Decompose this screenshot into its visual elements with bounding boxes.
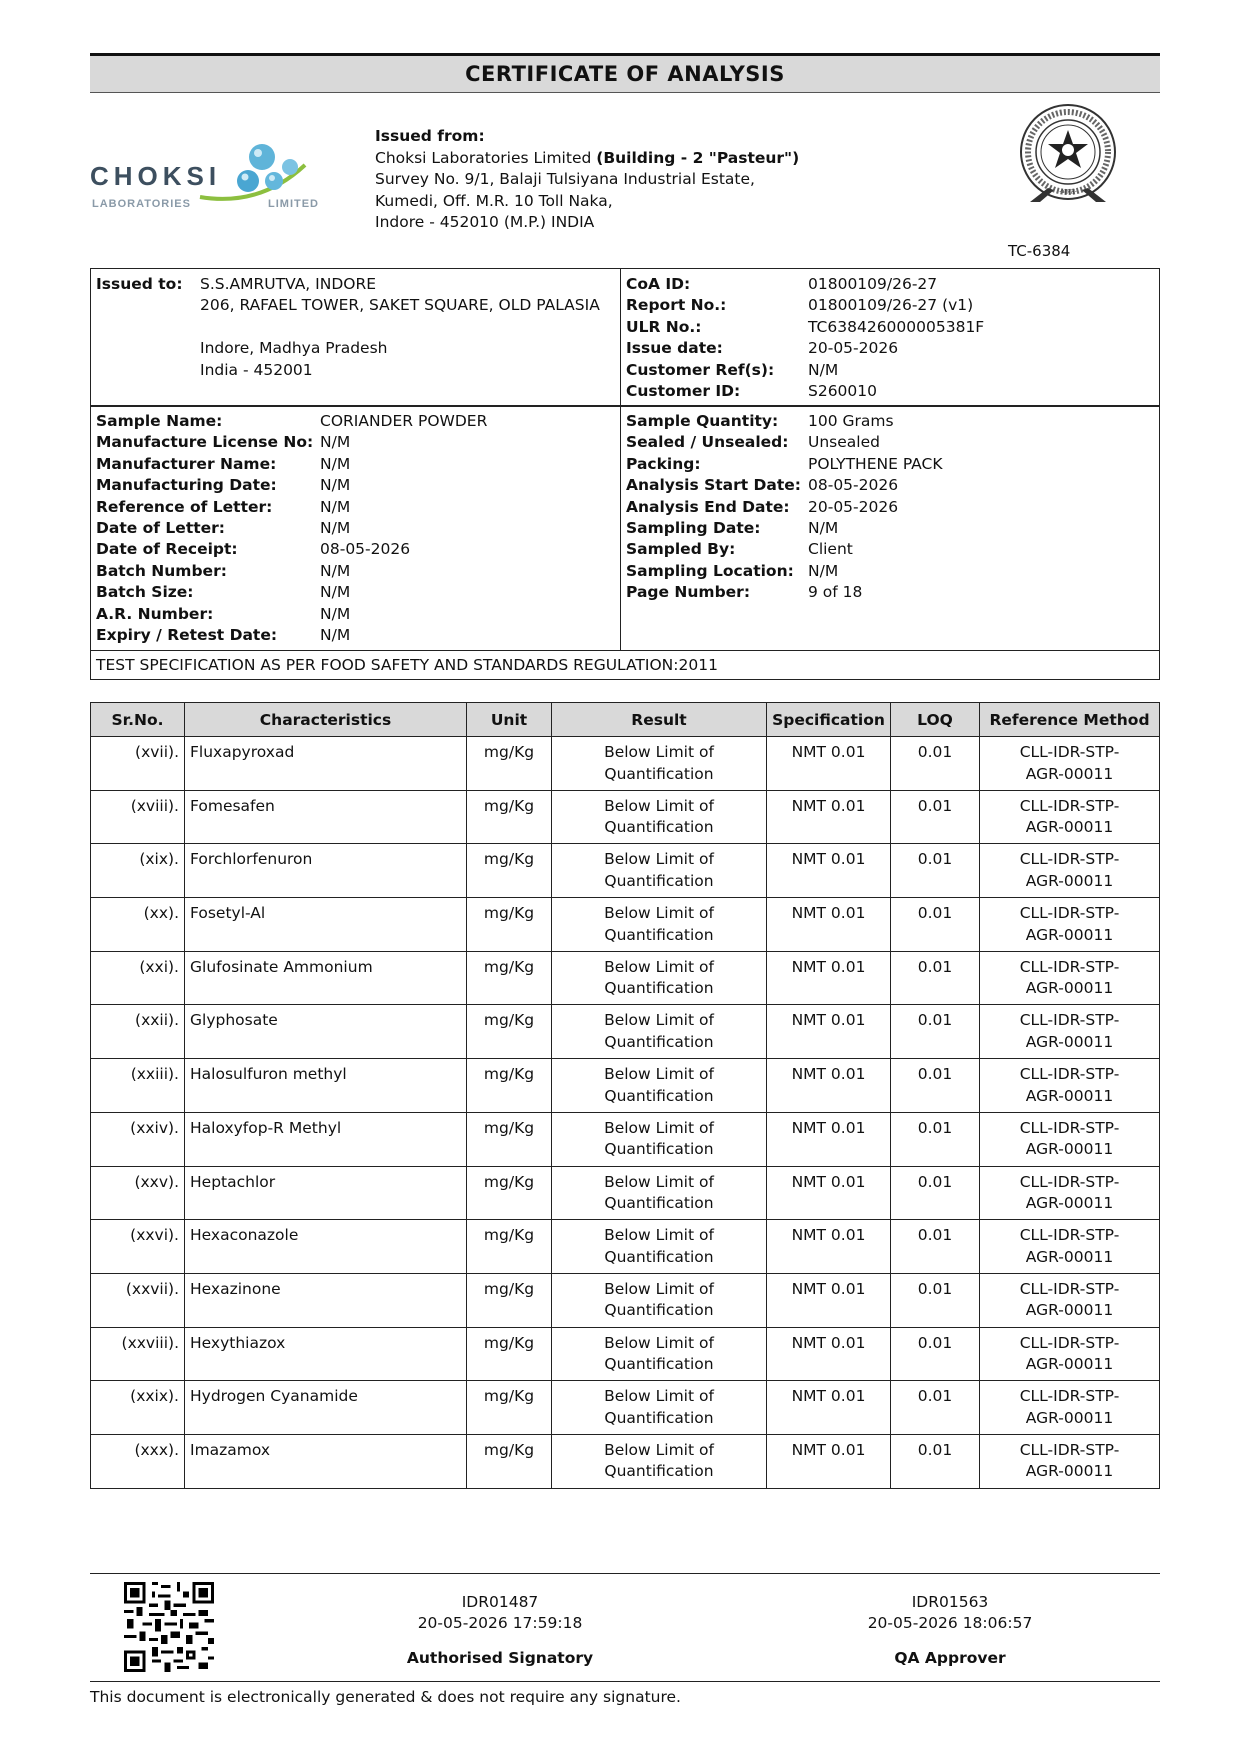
characteristic-cell: Hexaconazole <box>185 1220 467 1274</box>
method-line1: CLL-IDR-STP- <box>1019 1387 1120 1406</box>
footer-top-rule <box>90 1573 1160 1574</box>
field-value: N/M <box>320 604 351 623</box>
field-value: N/M <box>808 360 839 379</box>
result-cell <box>552 1381 767 1435</box>
field-label: ULR No.: <box>626 317 702 336</box>
issued-from-heading: Issued from: <box>375 127 485 145</box>
accreditation-code: TC-6384 <box>1008 242 1071 260</box>
table-row <box>91 951 1160 1005</box>
signatory-role: Authorised Signatory <box>406 1649 594 1667</box>
result-cell <box>552 1434 767 1488</box>
unit-cell: mg/Kg <box>467 1059 552 1113</box>
result-line1: Below Limit of <box>604 904 714 923</box>
result-line1: Below Limit of <box>604 1279 714 1298</box>
method-line2: AGR-00011 <box>1025 1247 1114 1266</box>
characteristic-cell: Hexythiazox <box>185 1327 467 1381</box>
unit-cell: mg/Kg <box>467 1273 552 1327</box>
result-line2: Quantification <box>604 1194 714 1212</box>
result-cell <box>552 951 767 1005</box>
result-line1: Below Limit of <box>604 1011 714 1030</box>
specification-cell: NMT 0.01 <box>767 1005 891 1059</box>
field-label: CoA ID: <box>626 275 691 293</box>
sr-no-cell: (xxvi). <box>91 1220 185 1274</box>
specification-cell: NMT 0.01 <box>767 1220 891 1274</box>
result-cell <box>552 1327 767 1381</box>
result-line2: Quantification <box>604 818 714 837</box>
unit-cell: mg/Kg <box>467 1381 552 1435</box>
method-cell <box>980 844 1160 898</box>
specification-cell: NMT 0.01 <box>767 844 891 898</box>
logo-sub-right: LIMITED <box>268 198 319 210</box>
sr-no-cell: (xxiii). <box>91 1059 185 1113</box>
loq-cell: 0.01 <box>891 790 980 844</box>
sample-details-table <box>90 405 1160 680</box>
signatory-id: IDR01487 <box>461 1593 539 1611</box>
field-label: Analysis Start Date: <box>626 476 801 495</box>
col-result: Result <box>552 703 767 737</box>
table-row <box>91 1059 1160 1113</box>
method-line1: CLL-IDR-STP- <box>1019 1226 1120 1245</box>
col-loq: LOQ <box>891 703 980 737</box>
field-label: Expiry / Retest Date: <box>96 626 278 645</box>
field-label: Sampling Location: <box>626 561 794 580</box>
method-line2: AGR-00011 <box>1025 1032 1114 1051</box>
loq-cell: 0.01 <box>891 1327 980 1381</box>
field-value: 01800109/26-27 <box>808 275 938 293</box>
method-cell <box>980 898 1160 952</box>
method-line1: CLL-IDR-STP- <box>1019 850 1120 869</box>
result-line2: Quantification <box>604 1462 714 1481</box>
sample-right-grid <box>626 411 1154 604</box>
method-line2: AGR-00011 <box>1025 925 1114 944</box>
signatory-qa <box>820 1592 1080 1669</box>
sr-no-cell: (xxviii). <box>91 1327 185 1381</box>
logo-wordmark: CHOKSI <box>90 161 222 191</box>
issued-from-line4: Indore - 452010 (M.P.) INDIA <box>375 213 595 231</box>
qr-code <box>124 1582 214 1672</box>
field-label: Page Number: <box>626 583 751 602</box>
characteristic-cell: Heptachlor <box>185 1166 467 1220</box>
characteristic-cell: Haloxyfop-R Methyl <box>185 1112 467 1166</box>
characteristic-cell: Fluxapyroxad <box>185 737 467 791</box>
field-value: N/M <box>320 519 351 538</box>
method-line2: AGR-00011 <box>1025 1355 1114 1374</box>
result-line2: Quantification <box>604 1408 714 1427</box>
field-label: A.R. Number: <box>96 604 214 623</box>
field-value: TC638426000005381F <box>808 317 985 336</box>
result-cell <box>552 790 767 844</box>
sr-no-cell: (xxvii). <box>91 1273 185 1327</box>
field-value: POLYTHENE PACK <box>808 454 943 473</box>
sr-no-cell: (xviii). <box>91 790 185 844</box>
field-label: Manufacturing Date: <box>96 476 277 495</box>
sr-no-cell: (xxiv). <box>91 1112 185 1166</box>
method-cell <box>980 1166 1160 1220</box>
result-line1: Below Limit of <box>604 1440 714 1459</box>
loq-cell: 0.01 <box>891 1434 980 1488</box>
issued-from-line3: Kumedi, Off. M.R. 10 Toll Naka, <box>375 191 613 210</box>
method-line1: CLL-IDR-STP- <box>1019 904 1120 923</box>
result-line1: Below Limit of <box>604 796 714 815</box>
issued-to-line: S.S.AMRUTVA, INDORE <box>200 275 377 293</box>
field-value: N/M <box>808 561 839 580</box>
loq-cell: 0.01 <box>891 1220 980 1274</box>
method-line2: AGR-00011 <box>1025 1301 1114 1320</box>
logo-sub-left: LABORATORIES <box>92 198 191 210</box>
specification-cell: NMT 0.01 <box>767 1112 891 1166</box>
signatory-datetime: 20-05-2026 17:59:18 <box>417 1614 583 1632</box>
field-value: 08-05-2026 <box>320 540 411 559</box>
method-cell <box>980 1273 1160 1327</box>
field-label: Batch Number: <box>96 561 227 580</box>
table-row <box>91 1327 1160 1381</box>
table-row <box>91 844 1160 898</box>
loq-cell: 0.01 <box>891 1059 980 1113</box>
loq-cell: 0.01 <box>891 951 980 1005</box>
result-line1: Below Limit of <box>604 850 714 869</box>
issued-to-table <box>90 268 1160 407</box>
method-line2: AGR-00011 <box>1025 1408 1114 1427</box>
report-meta-grid <box>626 274 1154 402</box>
result-line1: Below Limit of <box>604 1172 714 1191</box>
result-line2: Quantification <box>604 871 714 890</box>
sr-no-cell: (xxii). <box>91 1005 185 1059</box>
specification-cell: NMT 0.01 <box>767 1166 891 1220</box>
field-value: N/M <box>320 497 351 516</box>
specification-cell: NMT 0.01 <box>767 951 891 1005</box>
unit-cell: mg/Kg <box>467 737 552 791</box>
field-value: N/M <box>320 454 351 473</box>
spacer <box>96 360 200 381</box>
choksi-logo <box>90 135 345 225</box>
field-label: Sample Quantity: <box>626 412 779 430</box>
method-cell <box>980 1327 1160 1381</box>
specification-cell: NMT 0.01 <box>767 1381 891 1435</box>
table-row <box>91 1112 1160 1166</box>
field-value: 20-05-2026 <box>808 339 899 358</box>
result-cell <box>552 737 767 791</box>
field-label: Customer Ref(s): <box>626 360 775 379</box>
sr-no-cell: (xxv). <box>91 1166 185 1220</box>
result-cell <box>552 898 767 952</box>
field-value: Client <box>808 540 853 559</box>
results-header-row <box>91 703 1160 737</box>
method-line2: AGR-00011 <box>1025 871 1114 890</box>
disclaimer: This document is electronically generated & does not require any signature. <box>90 1688 681 1706</box>
issued-to-line: India - 452001 <box>200 360 313 379</box>
specification-cell: NMT 0.01 <box>767 790 891 844</box>
col-reference-method: Reference Method <box>980 703 1160 737</box>
issued-to-grid <box>96 274 615 381</box>
sr-no-cell: (xx). <box>91 898 185 952</box>
method-line1: CLL-IDR-STP- <box>1019 743 1120 761</box>
seal-text: ·भारत· <box>1058 188 1078 196</box>
field-label: Date of Receipt: <box>96 540 238 559</box>
report-meta-cell <box>621 269 1160 407</box>
unit-cell: mg/Kg <box>467 790 552 844</box>
loq-cell: 0.01 <box>891 737 980 791</box>
result-line2: Quantification <box>604 764 714 783</box>
field-value: Unsealed <box>808 433 880 452</box>
field-value: CORIANDER POWDER <box>320 412 488 430</box>
document-title: CERTIFICATE OF ANALYSIS <box>90 53 1160 93</box>
characteristic-cell: Fomesafen <box>185 790 467 844</box>
characteristic-cell: Fosetyl-Al <box>185 898 467 952</box>
method-cell <box>980 1434 1160 1488</box>
field-value: S260010 <box>808 382 878 401</box>
unit-cell: mg/Kg <box>467 1005 552 1059</box>
field-value: 9 of 18 <box>808 583 863 602</box>
issued-to-label: Issued to: <box>96 275 183 293</box>
result-cell <box>552 1112 767 1166</box>
field-label: Batch Size: <box>96 583 194 602</box>
sr-no-cell: (xxx). <box>91 1434 185 1488</box>
method-line1: CLL-IDR-STP- <box>1019 1172 1120 1191</box>
method-cell <box>980 1220 1160 1274</box>
result-cell <box>552 1273 767 1327</box>
sample-left-cell <box>91 406 621 651</box>
lab-name: Choksi Laboratories Limited <box>375 148 597 167</box>
table-row <box>91 737 1160 791</box>
signatory-authorised <box>370 1592 630 1669</box>
table-row <box>91 1005 1160 1059</box>
result-line2: Quantification <box>604 1301 714 1320</box>
unit-cell: mg/Kg <box>467 1327 552 1381</box>
issued-to-line: 206, RAFAEL TOWER, SAKET SQUARE, OLD PALASIA <box>200 296 600 315</box>
specification-cell: NMT 0.01 <box>767 737 891 791</box>
characteristic-cell: Forchlorfenuron <box>185 844 467 898</box>
col-characteristics: Characteristics <box>185 703 467 737</box>
field-value: N/M <box>320 583 351 602</box>
signatory-datetime: 20-05-2026 18:06:57 <box>867 1614 1033 1632</box>
table-row <box>91 1381 1160 1435</box>
unit-cell: mg/Kg <box>467 1434 552 1488</box>
loq-cell: 0.01 <box>891 1381 980 1435</box>
method-line2: AGR-00011 <box>1025 818 1114 837</box>
method-line1: CLL-IDR-STP- <box>1019 1333 1120 1352</box>
field-label: Reference of Letter: <box>96 497 273 516</box>
signatory-role: QA Approver <box>894 1649 1006 1667</box>
issued-to-line <box>200 317 615 338</box>
signatory-id: IDR01563 <box>911 1593 989 1611</box>
col-unit: Unit <box>467 703 552 737</box>
field-value: N/M <box>320 433 351 452</box>
characteristic-cell: Glyphosate <box>185 1005 467 1059</box>
unit-cell: mg/Kg <box>467 951 552 1005</box>
method-cell <box>980 1381 1160 1435</box>
method-line1: CLL-IDR-STP- <box>1019 1118 1120 1137</box>
result-line1: Below Limit of <box>604 957 714 976</box>
method-line2: AGR-00011 <box>1025 1462 1114 1481</box>
result-line2: Quantification <box>604 979 714 998</box>
method-line1: CLL-IDR-STP- <box>1019 796 1120 815</box>
issued-from-line1 <box>375 148 799 170</box>
issued-to-line: Indore, Madhya Pradesh <box>200 339 388 358</box>
issued-from-line2: Survey No. 9/1, Balaji Tulsiyana Industrial Estate, <box>375 170 755 188</box>
loq-cell: 0.01 <box>891 1273 980 1327</box>
result-cell <box>552 844 767 898</box>
result-line2: Quantification <box>604 1140 714 1159</box>
field-value: N/M <box>808 519 839 538</box>
field-label: Report No.: <box>626 296 727 315</box>
col-srno: Sr.No. <box>91 703 185 737</box>
method-cell <box>980 1112 1160 1166</box>
result-cell <box>552 1059 767 1113</box>
method-line1: CLL-IDR-STP- <box>1019 1065 1120 1084</box>
issued-from-block <box>375 126 799 234</box>
field-label: Sampled By: <box>626 540 736 559</box>
field-label: Issue date: <box>626 339 723 358</box>
sample-right-cell <box>621 406 1160 651</box>
result-line2: Quantification <box>604 1355 714 1374</box>
table-row <box>91 790 1160 844</box>
specification-cell: NMT 0.01 <box>767 1273 891 1327</box>
method-cell <box>980 1059 1160 1113</box>
result-line1: Below Limit of <box>604 743 714 761</box>
characteristic-cell: Halosulfuron methyl <box>185 1059 467 1113</box>
sr-no-cell: (xix). <box>91 844 185 898</box>
method-line2: AGR-00011 <box>1025 1140 1114 1159</box>
unit-cell: mg/Kg <box>467 1166 552 1220</box>
specification-cell: NMT 0.01 <box>767 1434 891 1488</box>
method-line2: AGR-00011 <box>1025 1194 1114 1212</box>
field-value: N/M <box>320 476 351 495</box>
method-line1: CLL-IDR-STP- <box>1019 957 1120 976</box>
field-label: Sealed / Unsealed: <box>626 433 789 452</box>
specification-cell: NMT 0.01 <box>767 1327 891 1381</box>
table-row <box>91 1273 1160 1327</box>
result-cell <box>552 1220 767 1274</box>
unit-cell: mg/Kg <box>467 1220 552 1274</box>
field-label: Date of Letter: <box>96 519 225 538</box>
result-line2: Quantification <box>604 1247 714 1266</box>
result-cell <box>552 1005 767 1059</box>
loq-cell: 0.01 <box>891 1166 980 1220</box>
spacer <box>96 338 200 359</box>
method-line2: AGR-00011 <box>1025 1086 1114 1105</box>
field-label: Customer ID: <box>626 382 741 401</box>
field-value: 08-05-2026 <box>808 476 899 495</box>
field-value: 20-05-2026 <box>808 497 899 516</box>
field-value: 01800109/26-27 (v1) <box>808 296 974 315</box>
method-cell <box>980 790 1160 844</box>
loq-cell: 0.01 <box>891 844 980 898</box>
col-specification: Specification <box>767 703 891 737</box>
table-row <box>91 898 1160 952</box>
loq-cell: 0.01 <box>891 898 980 952</box>
loq-cell: 0.01 <box>891 1112 980 1166</box>
table-row <box>91 1220 1160 1274</box>
field-label: Manufacture License No: <box>96 433 314 452</box>
unit-cell: mg/Kg <box>467 844 552 898</box>
loq-cell: 0.01 <box>891 1005 980 1059</box>
result-line2: Quantification <box>604 1086 714 1105</box>
issued-to-cell <box>91 269 621 407</box>
result-cell <box>552 1166 767 1220</box>
result-line1: Below Limit of <box>604 1333 714 1352</box>
specification-cell: NMT 0.01 <box>767 898 891 952</box>
method-cell <box>980 737 1160 791</box>
accreditation-seal-icon <box>1018 102 1118 202</box>
unit-cell: mg/Kg <box>467 898 552 952</box>
specification-cell: NMT 0.01 <box>767 1059 891 1113</box>
characteristic-cell: Hydrogen Cyanamide <box>185 1381 467 1435</box>
result-line1: Below Limit of <box>604 1226 714 1245</box>
method-line1: CLL-IDR-STP- <box>1019 1011 1120 1030</box>
method-line2: AGR-00011 <box>1025 979 1114 998</box>
characteristic-cell: Imazamox <box>185 1434 467 1488</box>
method-line1: CLL-IDR-STP- <box>1019 1440 1120 1459</box>
result-line2: Quantification <box>604 925 714 944</box>
field-label: Sample Name: <box>96 412 223 430</box>
sr-no-cell: (xvii). <box>91 737 185 791</box>
result-line1: Below Limit of <box>604 1065 714 1084</box>
field-label: Manufacturer Name: <box>96 454 277 473</box>
footer-bottom-rule <box>90 1681 1160 1682</box>
lab-building: (Building - 2 "Pasteur") <box>596 148 800 167</box>
method-cell <box>980 951 1160 1005</box>
field-value: N/M <box>320 561 351 580</box>
field-value: 100 Grams <box>808 412 894 430</box>
method-line2: AGR-00011 <box>1025 764 1114 783</box>
characteristic-cell: Glufosinate Ammonium <box>185 951 467 1005</box>
method-cell <box>980 1005 1160 1059</box>
field-label: Sampling Date: <box>626 519 761 538</box>
table-row <box>91 1166 1160 1220</box>
field-label: Analysis End Date: <box>626 497 790 516</box>
characteristic-cell: Hexazinone <box>185 1273 467 1327</box>
result-line1: Below Limit of <box>604 1118 714 1137</box>
sample-left-grid <box>96 411 615 646</box>
sr-no-cell: (xxix). <box>91 1381 185 1435</box>
method-line1: CLL-IDR-STP- <box>1019 1279 1120 1298</box>
result-line1: Below Limit of <box>604 1387 714 1406</box>
table-row <box>91 1434 1160 1488</box>
sr-no-cell: (xxi). <box>91 951 185 1005</box>
result-line2: Quantification <box>604 1032 714 1051</box>
unit-cell: mg/Kg <box>467 1112 552 1166</box>
results-table <box>90 702 1160 1489</box>
field-label: Packing: <box>626 454 701 473</box>
spacer <box>96 317 200 338</box>
field-value: N/M <box>320 626 351 645</box>
test-specification: TEST SPECIFICATION AS PER FOOD SAFETY AND STANDARDS REGULATION:2011 <box>91 651 1160 680</box>
spacer <box>96 295 200 316</box>
